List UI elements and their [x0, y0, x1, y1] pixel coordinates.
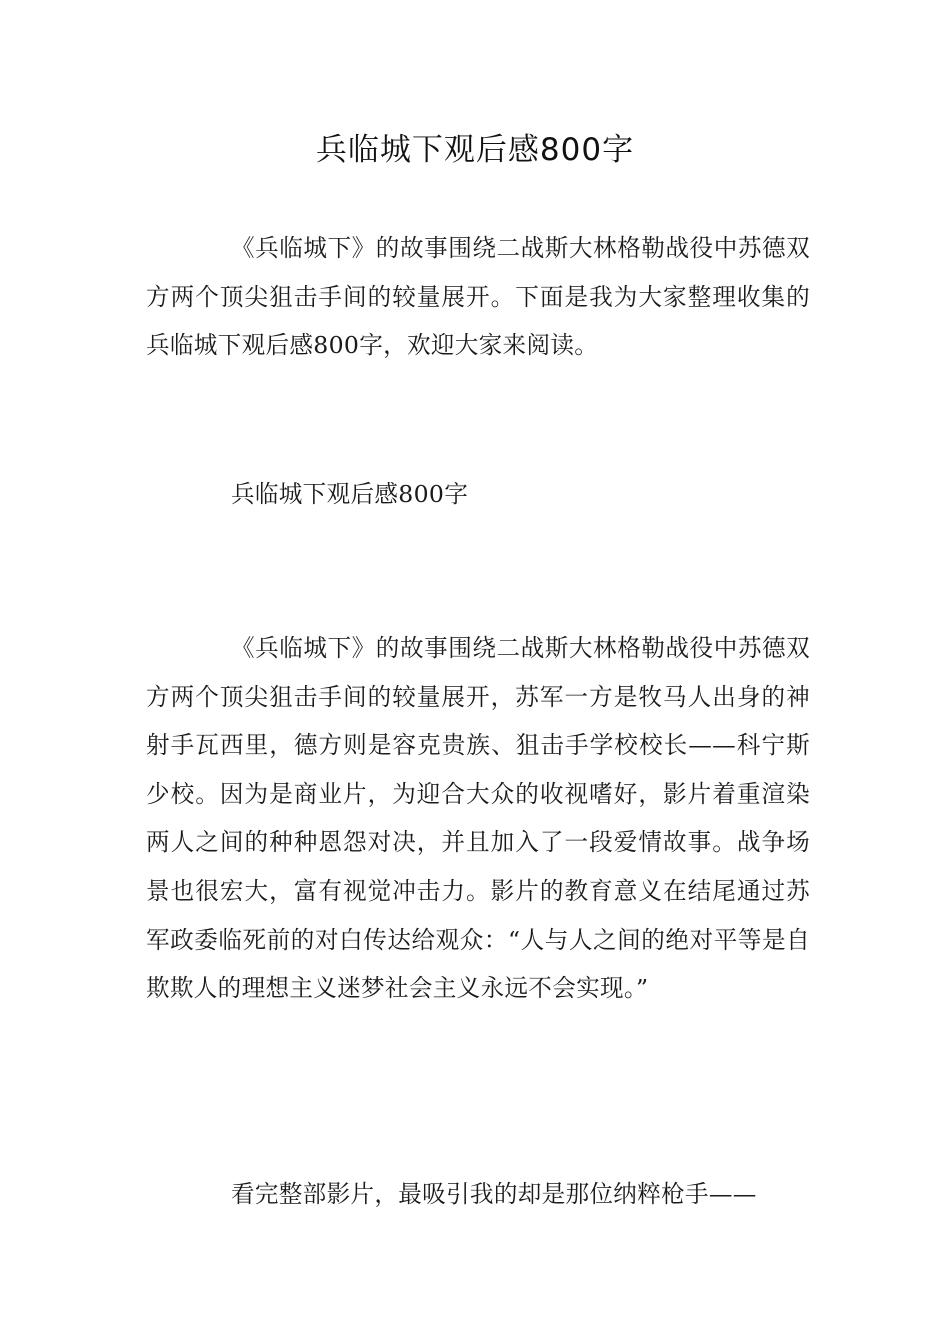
section-heading: 兵临城下观后感800字: [231, 480, 469, 508]
intro-paragraph: 《兵临城下》的故事围绕二战斯大林格勒战役中苏德双方两个顶尖狙击手间的较量展开。下面是我为大家整理收集的兵临城下观后感800字，欢迎大家来阅读。: [146, 234, 810, 360]
body-paragraph: 《兵临城下》的故事围绕二战斯大林格勒战役中苏德双方两个顶尖狙击手间的较量展开，苏军一方是牧马人出身的神射手瓦西里，德方则是容克贵族、狙击手学校校长——科宁斯少校。因为是商业片，为迎合大众的收视嗜好，影片着重渲染两人之间的种种恩怨对决，并且加入了一段爱情故事。战争场景也很宏大，富有视觉冲击力。影片的教育意义在结尾通过苏军政委临死前的对白传达给观众：“人与人之间的绝对平等是自欺欺人的理想主义迷梦社会主义永远不会实现。”: [146, 634, 810, 1003]
document-title: 兵临城下观后感800字: [315, 132, 635, 168]
body-paragraph: 看完整部影片，最吸引我的却是那位纳粹枪手——: [231, 1180, 757, 1208]
